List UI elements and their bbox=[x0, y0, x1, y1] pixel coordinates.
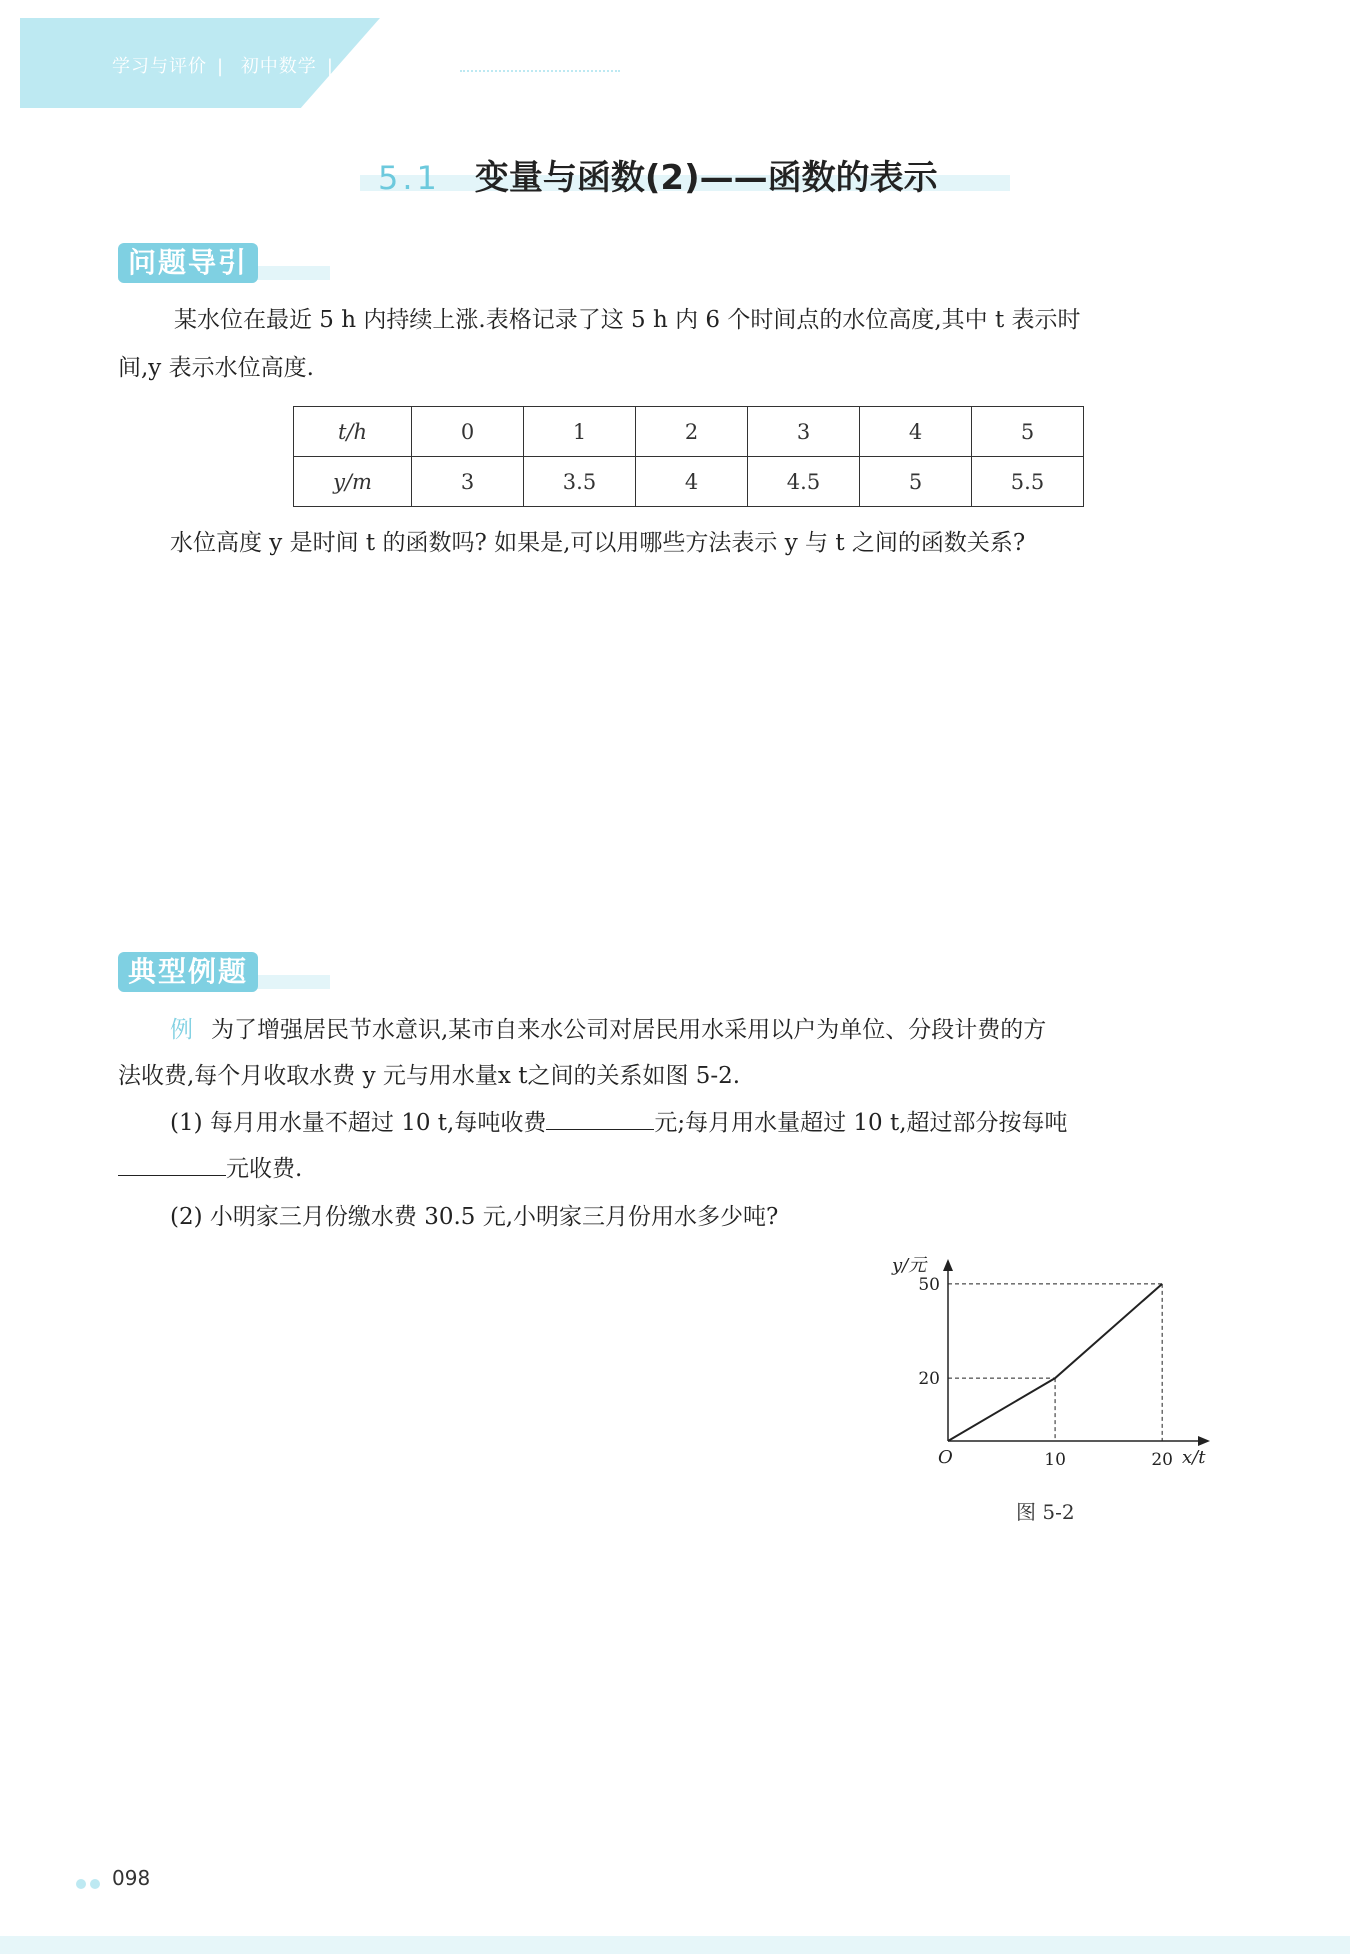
guide-question: 水位高度 y 是时间 t 的函数吗? 如果是,可以用哪些方法表示 y 与 t 之间的函数关系? bbox=[170, 530, 1026, 556]
table-cell: 4.5 bbox=[748, 457, 860, 507]
example-text2: 法收费,每个月收取水费 y 元与用水量x t之间的关系如图 5-2. bbox=[118, 1063, 741, 1089]
section-badge-example: 典型例题 bbox=[118, 952, 258, 992]
example-line2 bbox=[118, 1052, 1238, 1100]
footer-dots bbox=[76, 1874, 104, 1893]
example-line1 bbox=[170, 1006, 1240, 1054]
y-axis-label: y/元 bbox=[892, 1255, 927, 1276]
table-cell: 1 bbox=[524, 407, 636, 457]
table-cell: 3.5 bbox=[524, 457, 636, 507]
answer-blank-1[interactable] bbox=[546, 1107, 654, 1130]
origin-label: O bbox=[938, 1447, 953, 1468]
header-dotted-line bbox=[460, 70, 620, 72]
y-tick-label: 50 bbox=[918, 1274, 940, 1295]
q1-part3: 元收费. bbox=[226, 1156, 303, 1182]
intro-line2: 间,y 表示水位高度. bbox=[118, 355, 314, 381]
x-tick-label: 10 bbox=[1044, 1450, 1066, 1470]
x-tick-label: 20 bbox=[1151, 1450, 1173, 1470]
crumb-subject: 初中数学 bbox=[240, 56, 317, 77]
example-text1: 为了增强居民节水意识,某市自来水公司对居民用水采用以户为单位、分段计费的方 bbox=[211, 1017, 1047, 1043]
question-2: (2) 小明家三月份缴水费 30.5 元,小明家三月份用水多少吨? bbox=[170, 1204, 779, 1230]
table-cell: 3 bbox=[412, 457, 524, 507]
table-cell: y/m bbox=[294, 457, 412, 507]
series-line bbox=[948, 1284, 1162, 1441]
table-cell: 5 bbox=[860, 457, 972, 507]
question-1-line1 bbox=[170, 1104, 1068, 1137]
question-1-line2 bbox=[118, 1150, 302, 1183]
table-cell: 4 bbox=[860, 407, 972, 457]
page-title bbox=[378, 150, 938, 199]
title-number: 5.1 bbox=[378, 159, 441, 197]
title-text: 变量与函数(2)——函数的表示 bbox=[474, 158, 938, 198]
table-cell: t/h bbox=[294, 407, 412, 457]
crumb-grade: 八年级上册 bbox=[350, 56, 446, 77]
page-number: 098 bbox=[112, 1866, 151, 1890]
figure-caption: 图 5-2 bbox=[1016, 1500, 1075, 1524]
q1-part2: 元;每月用水量超过 10 t,超过部分按每吨 bbox=[654, 1110, 1068, 1136]
table-row bbox=[294, 407, 1084, 457]
intro-line1: 某水位在最近 5 h 内持续上涨.表格记录了这 5 h 内 6 个时间点的水位高度,其中 t 表示时 bbox=[174, 307, 1081, 333]
x-axis-arrow bbox=[1198, 1436, 1210, 1446]
table-cell: 4 bbox=[636, 457, 748, 507]
section-badge-guide: 问题导引 bbox=[118, 243, 258, 283]
table-cell: 2 bbox=[636, 407, 748, 457]
x-axis-label: x/t bbox=[1182, 1447, 1206, 1468]
q1-part1: (1) 每月用水量不超过 10 t,每吨收费 bbox=[170, 1110, 547, 1136]
table-cell: 0 bbox=[412, 407, 524, 457]
table-row bbox=[294, 457, 1084, 507]
table-cell: 3 bbox=[748, 407, 860, 457]
water-level-table bbox=[293, 406, 1084, 507]
table-cell: 5 bbox=[972, 407, 1084, 457]
y-axis-arrow bbox=[943, 1259, 953, 1271]
header-breadcrumb: 学习与评价 | 初中数学 | 八年级上册 bbox=[112, 56, 446, 77]
answer-blank-2[interactable] bbox=[118, 1153, 226, 1176]
table-cell: 5.5 bbox=[972, 457, 1084, 507]
y-tick-label: 20 bbox=[918, 1369, 940, 1390]
crumb-book: 学习与评价 bbox=[112, 56, 207, 77]
footer-band bbox=[0, 1936, 1350, 1954]
intro-paragraph-cont bbox=[118, 344, 1238, 392]
intro-paragraph bbox=[118, 296, 1238, 344]
water-fee-chart bbox=[880, 1245, 1220, 1490]
example-label: 例 bbox=[170, 1017, 193, 1043]
